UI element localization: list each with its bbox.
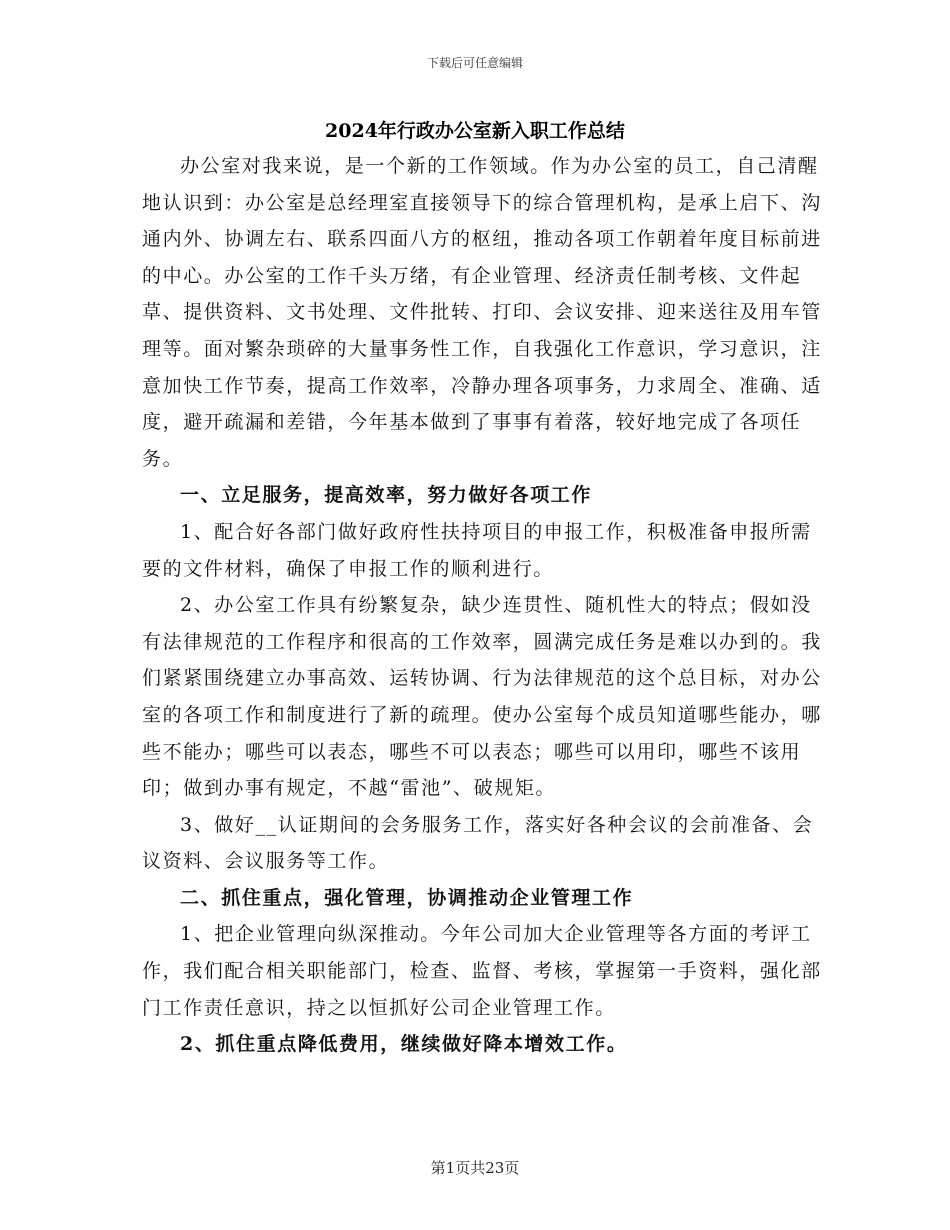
paragraph-item: 2、办公室工作具有纷繁复杂，缺少连贯性、随机性大的特点；假如没有法律规范的工作程序和很高的工作效率，圆满完成任务是难以办到的。我们紧紧围绕建立办事高效、运转协调、行为法律规范的这个总目标，对办公室的各项工作和制度进行了新的疏理。使办公室每个成员知道哪些能办，哪些不能办；哪些可以表态，哪些不可以表态；哪些可以用印，哪些不该用印；做到办事有规定，不越“雷池”、破规矩。 <box>142 594 822 800</box>
page-footer: 第1页共23页 <box>430 1159 520 1177</box>
paragraph-item: 3、做好__认证期间的会务服务工作，落实好各种会议的会前准备、会议资料、会议服务等工作。 <box>142 813 814 873</box>
paragraph-item: 1、配合好各部门做好政府性扶持项目的申报工作，积极准备申报所需要的文件材料，确保了申报工作的顺利进行。 <box>142 520 812 580</box>
paragraph-item: 1、把企业管理向纵深推动。今年公司加大企业管理等各方面的考评工作，我们配合相关职能部门，检查、监督、考核，掌握第一手资料，强化部门工作责任意识，持之以恒抓好公司企业管理工作。 <box>142 923 822 1019</box>
subsection-heading: 2、抓住重点降低费用，继续做好降本增效工作。 <box>180 1033 628 1056</box>
document-title: 2024年行政办公室新入职工作总结 <box>325 120 625 142</box>
section-heading-1: 一、立足服务，提高效率，努力做好各项工作 <box>180 484 593 507</box>
document-body <box>142 148 832 1063</box>
page-header: 下载后可任意编辑 <box>426 56 523 70</box>
intro-paragraph: 办公室对我来说，是一个新的工作领域。作为办公室的员工，自己清醒地认识到：办公室是总经理室直接领导下的综合管理机构，是承上启下、沟通内外、协调左右、联系四面八方的枢纽，推动各项工作朝着年度目标前进的中心。办公室的工作千头万绪，有企业管理、经济责任制考核、文件起草、提供资料、文书处理、文件批转、打印、会议安排、迎来送往及用车管理等。面对繁杂琐碎的大量事务性工作，自我强化工作意识，学习意识，注意加快工作节奏，提高工作效率，冷静办理各项事务，力求周全、准确、适度，避开疏漏和差错，今年基本做到了事事有着落，较好地完成了各项任务。 <box>142 155 822 470</box>
section-heading-2: 二、抓住重点，强化管理，协调推动企业管理工作 <box>180 886 634 909</box>
